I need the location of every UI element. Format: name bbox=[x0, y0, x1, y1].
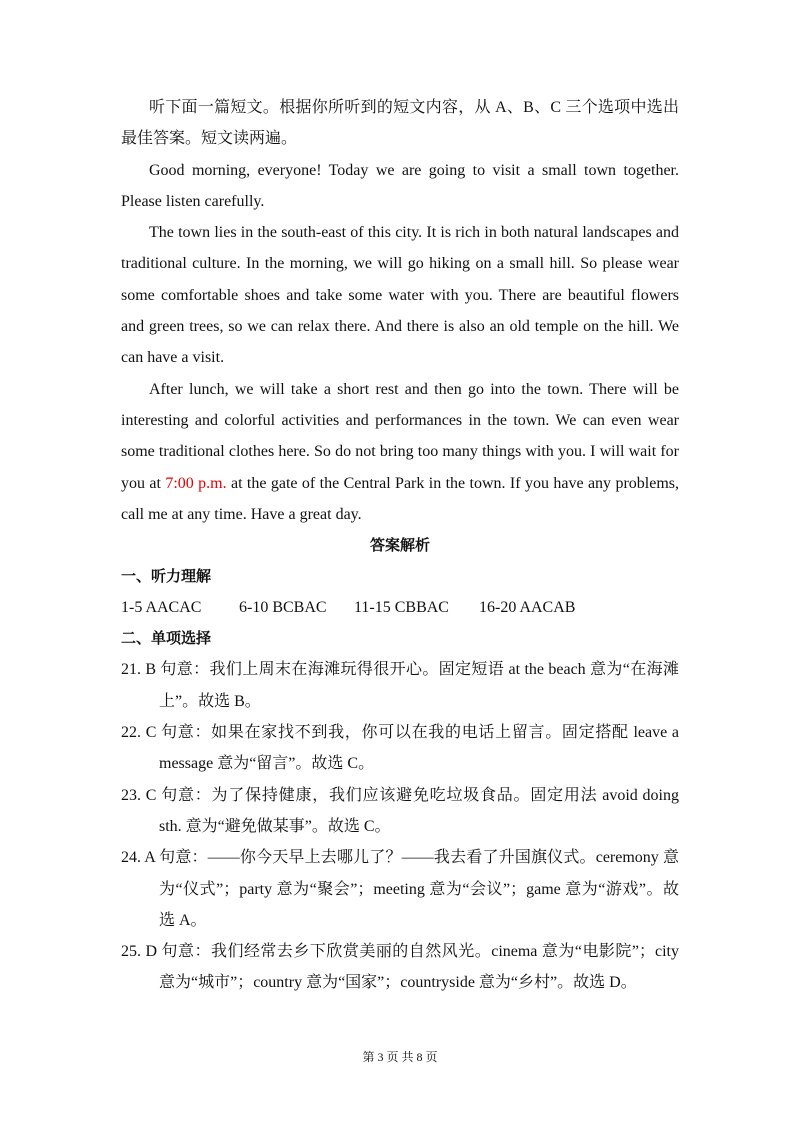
listening-intro: 听下面一篇短文。根据你所听到的短文内容，从 A、B、C 三个选项中选出最佳答案。短文读两遍。 bbox=[121, 99, 679, 148]
answer-group: 16-20 AACAB bbox=[479, 599, 576, 617]
question-explanation-21: 21. B 句意：我们上周末在海滩玩得很开心。固定短语 at the beach 意为“在海滩上”。故选 B。 bbox=[121, 661, 679, 710]
passage-time-highlight: 7:00 p.m. bbox=[165, 474, 227, 492]
answer-title: 答案解析 bbox=[369, 536, 430, 555]
question-explanation-24: 24. A 句意：——你今天早上去哪儿了？——我去看了升国旗仪式。ceremony 意为“仪式”；party 意为“聚会”；meeting 意为“会议”；game 意为“游戏”。故选 A。 bbox=[121, 849, 679, 929]
passage-paragraph-3 bbox=[121, 374, 679, 530]
answer-group: 6-10 BCBAC bbox=[239, 599, 327, 617]
passage-p3-before: After lunch, we will take a short rest and then go into the town. There will be interesting and colorful activities and performances in the town. We can even wear some traditional clothes here. So do not bring too many things with you. I will wait for you at bbox=[121, 380, 679, 492]
question-explanation-23: 23. C 句意：为了保持健康，我们应该避免吃垃圾食品。固定用法 avoid doing sth. 意为“避免做某事”。故选 C。 bbox=[121, 786, 679, 835]
passage-paragraph-2: The town lies in the south-east of this city. It is rich in both natural landscapes and traditional culture. In the morning, we will go hiking on a small hill. So please wear some comfortable shoes and take some water with you. There are beautiful flowers and green trees, so we can relax there. And there is also an old temple on the hill. We can have a visit. bbox=[121, 224, 679, 367]
passage-paragraph-1: Good morning, everyone! Today we are going to visit a small town together. Please listen carefully. bbox=[121, 161, 679, 210]
passage-p3-after: at the gate of the Central Park in the town. If you have any problems, call me at any time. Have a great day. bbox=[121, 474, 679, 523]
page-content bbox=[121, 92, 679, 999]
answer-group: 1-5 AACAC bbox=[121, 599, 202, 617]
answer-group: 11-15 CBBAC bbox=[354, 599, 449, 617]
question-explanation-22: 22. C 句意：如果在家找不到我，你可以在我的电话上留言。固定搭配 leave a message 意为“留言”。故选 C。 bbox=[121, 724, 679, 773]
section1-title: 一、听力理解 bbox=[121, 567, 212, 586]
listening-answers bbox=[121, 592, 679, 623]
page-footer: 第 3 页 共 8 页 bbox=[362, 1050, 438, 1064]
question-explanation-25: 25. D 句意：我们经常去乡下欣赏美丽的自然风光。cinema 意为“电影院”；city 意为“城市”；country 意为“国家”；countryside 意为“乡村”。故选 D。 bbox=[121, 943, 679, 992]
section2-title: 二、单项选择 bbox=[121, 629, 212, 648]
